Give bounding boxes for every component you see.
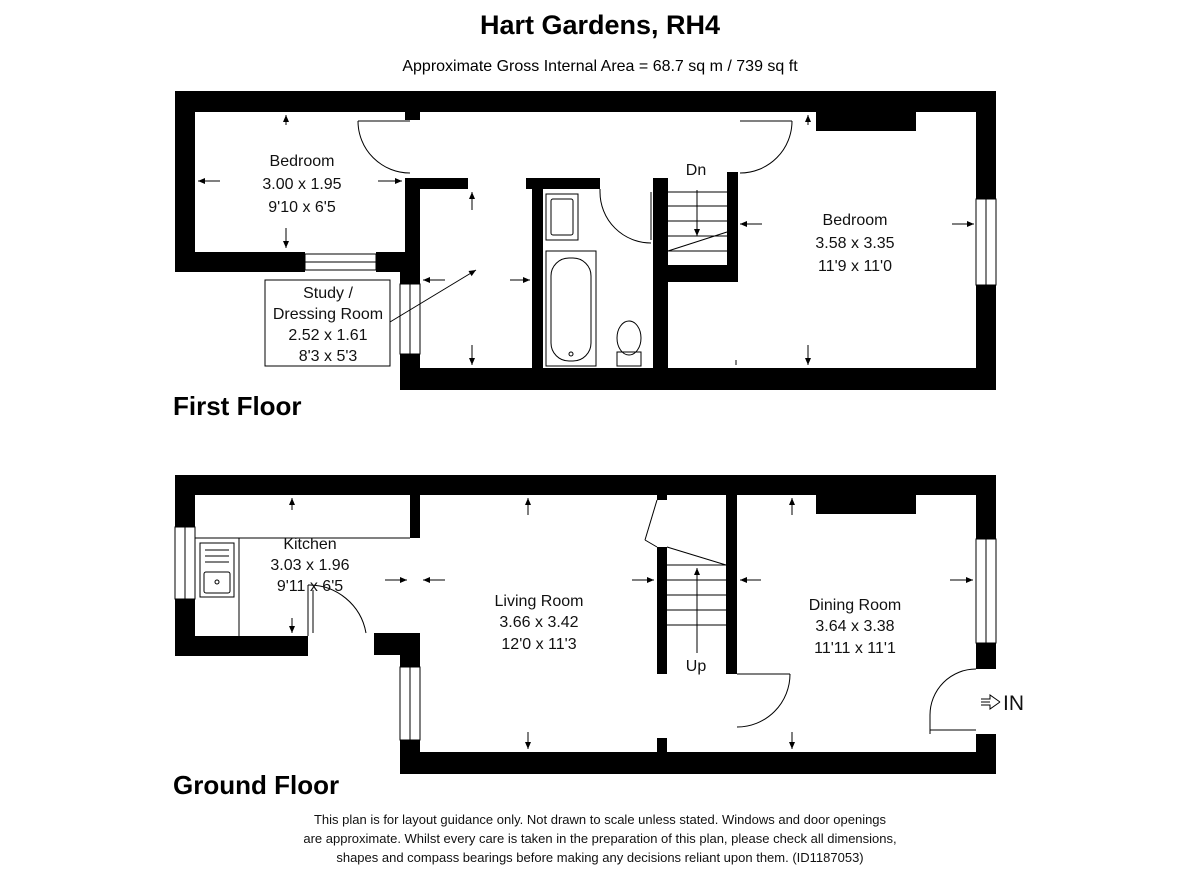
dining-room-imperial: 11'11 x 11'1: [814, 640, 896, 657]
stairs-down-label: Dn: [685, 162, 707, 179]
second-bedroom-name: Bedroom: [822, 212, 888, 229]
living-room-metric: 3.66 x 3.42: [499, 614, 579, 631]
study-name-line2: Dressing Room: [272, 306, 384, 323]
gross-area: Approximate Gross Internal Area = 68.7 sq m / 739 sq ft: [402, 58, 798, 75]
dining-room-name: Dining Room: [808, 597, 902, 614]
kitchen-name: Kitchen: [283, 536, 337, 553]
disclaimer-line-1: This plan is for layout guidance only. Not drawn to scale unless stated. Windows and door openings: [313, 812, 887, 827]
second-bedroom-imperial: 11'9 x 11'0: [817, 258, 893, 275]
study-metric: 2.52 x 1.61: [288, 327, 368, 344]
living-room-imperial: 12'0 x 11'3: [501, 636, 577, 653]
second-bedroom-metric: 3.58 x 3.35: [815, 235, 895, 252]
disclaimer-line-3: shapes and compass bearings before making any decisions reliant upon them. (ID1187053): [336, 850, 864, 865]
study-name: Study /: [303, 285, 353, 302]
page-title: Hart Gardens, RH4: [479, 10, 721, 40]
first-bedroom-metric: 3.00 x 1.95: [262, 176, 342, 193]
study-imperial: 8'3 x 5'3: [298, 348, 358, 365]
first-bedroom-name: Bedroom: [269, 153, 335, 170]
first-floor-label: First Floor: [173, 391, 302, 421]
first-floor-plan: [175, 91, 996, 390]
stairs-up-label: Up: [685, 658, 707, 675]
dining-room-metric: 3.64 x 3.38: [815, 618, 895, 635]
ground-floor-label: Ground Floor: [173, 770, 340, 800]
living-room-name: Living Room: [494, 593, 584, 610]
first-bedroom-imperial: 9'10 x 6'5: [268, 199, 336, 216]
kitchen-metric: 3.03 x 1.96: [270, 557, 350, 574]
disclaimer-line-2: are approximate. Whilst every care is taken in the preparation of this plan, please check all dimensions,: [303, 831, 897, 846]
ground-floor-plan: [175, 475, 1024, 774]
entrance-label: IN: [1003, 692, 1024, 715]
kitchen-imperial: 9'11 x 6'5: [276, 578, 344, 595]
